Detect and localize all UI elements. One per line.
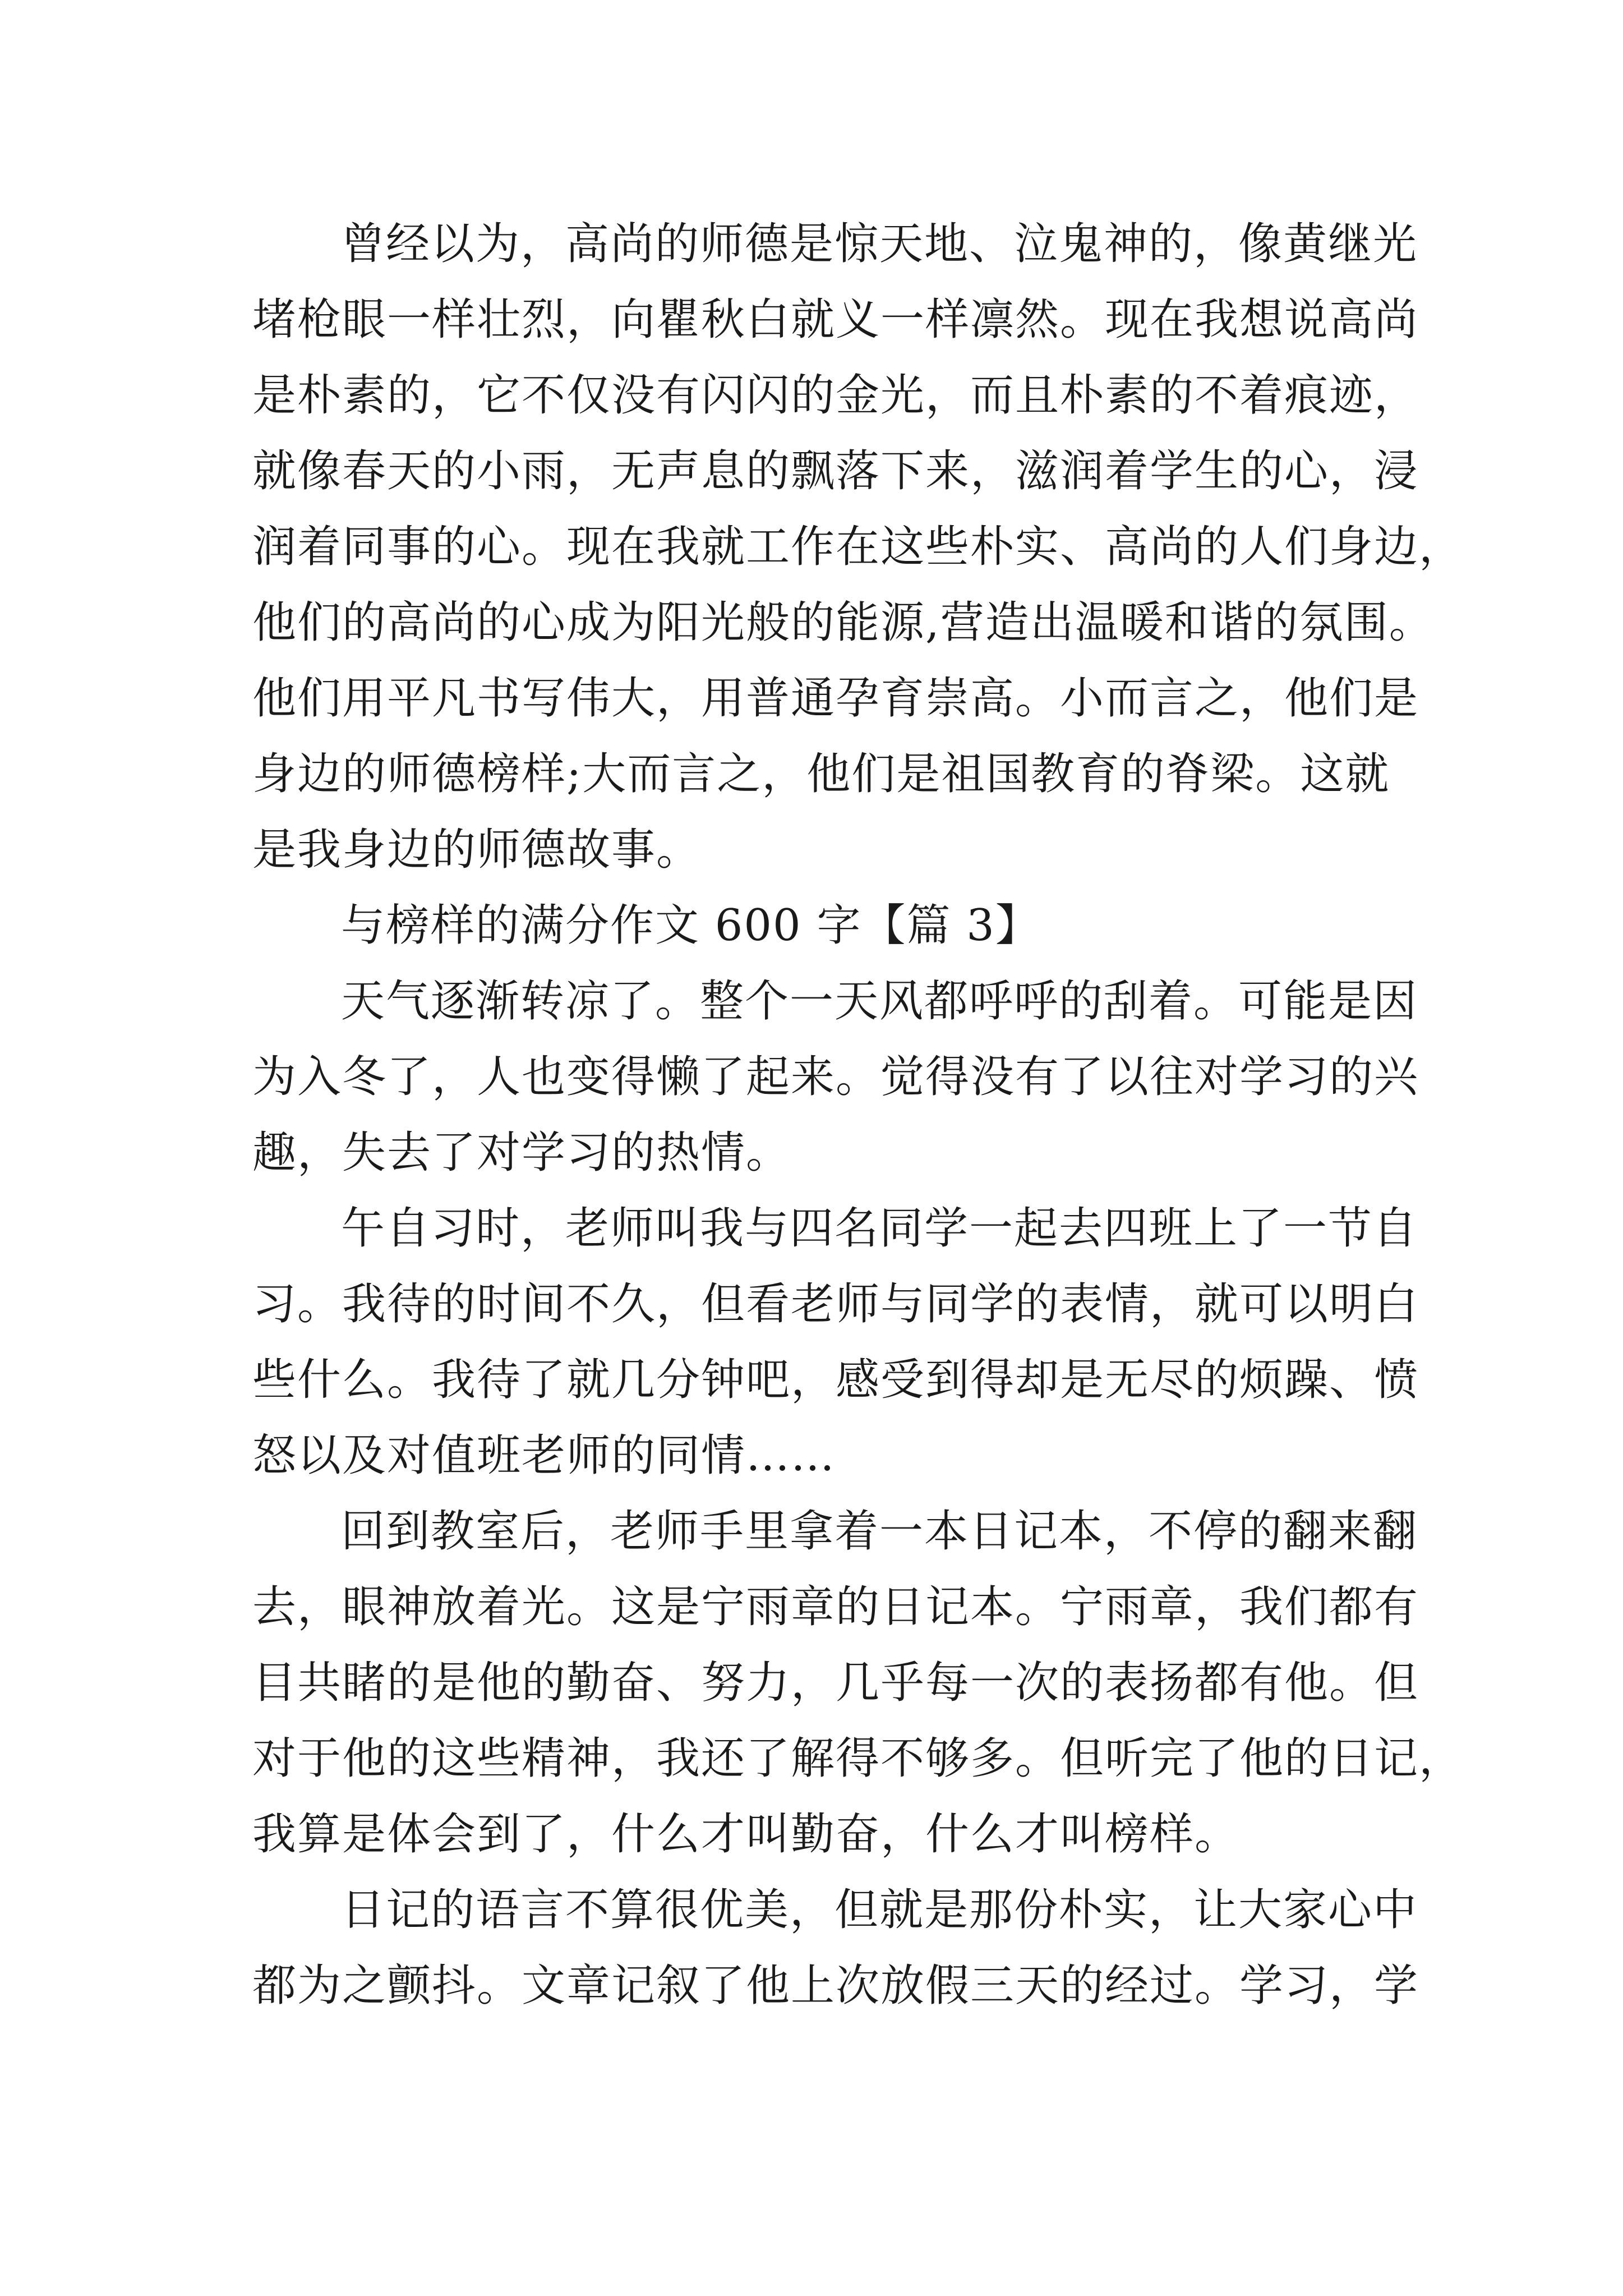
text-line: 是朴素的，它不仅没有闪闪的金光，而且朴素的不着痕迹， (252, 370, 1419, 421)
text-line: 他们用平凡书写伟大，用普通孕育崇高。小而言之，他们是 (252, 673, 1419, 724)
text-line: 习。我待的时间不久，但看老师与同学的表情，就可以明白 (252, 1279, 1419, 1329)
text-line: 曾经以为，高尚的师德是惊天地、泣鬼神的，像黄继光 (341, 219, 1418, 269)
text-line: 为入冬了，人也变得懒了起来。觉得没有了以往对学习的兴 (252, 1052, 1419, 1102)
text-line: 回到教室后，老师手里拿着一本日记本，不停的翻来翻 (341, 1506, 1418, 1557)
section-heading: 与榜样的满分作文 600 字【篇 3】 (341, 900, 1040, 951)
text-line: 目共睹的是他的勤奋、努力，几乎每一次的表扬都有他。但 (252, 1658, 1419, 1708)
text-line: 些什么。我待了就几分钟吧，感受到得却是无尽的烦躁、愤 (252, 1355, 1419, 1405)
text-line: 趣，失去了对学习的热情。 (252, 1128, 791, 1178)
text-line: 润着同事的心。现在我就工作在这些朴实、高尚的人们身边， (252, 522, 1464, 572)
text-line: 是我身边的师德故事。 (252, 825, 702, 875)
text-line: 我算是体会到了，什么才叫勤奋，什么才叫榜样。 (252, 1809, 1240, 1860)
text-line: 日记的语言不算很优美，但就是那份朴实，让大家心中 (341, 1885, 1418, 1935)
text-line: 对于他的这些精神，我还了解得不够多。但听完了他的日记， (252, 1733, 1464, 1784)
text-line: 都为之颤抖。文章记叙了他上次放假三天的经过。学习，学 (252, 1961, 1419, 2011)
text-line: 他们的高尚的心成为阳光般的能源,营造出温暖和谐的氛围。 (252, 597, 1434, 648)
text-line: 天气逐渐转凉了。整个一天风都呼呼的刮着。可能是因 (341, 976, 1418, 1027)
text-line: 午自习时，老师叫我与四名同学一起去四班上了一节自 (341, 1203, 1418, 1254)
text-line: 堵枪眼一样壮烈，向瞿秋白就义一样凛然。现在我想说高尚 (252, 295, 1419, 345)
text-line: 去，眼神放着光。这是宁雨章的日记本。宁雨章，我们都有 (252, 1582, 1419, 1632)
text-line: 怒以及对值班老师的同情…… (252, 1430, 836, 1481)
text-line: 身边的师德榜样;大而言之，他们是祖国教育的脊梁。这就 (252, 749, 1390, 799)
text-line: 就像春天的小雨，无声息的飘落下来，滋润着学生的心，浸 (252, 446, 1419, 496)
